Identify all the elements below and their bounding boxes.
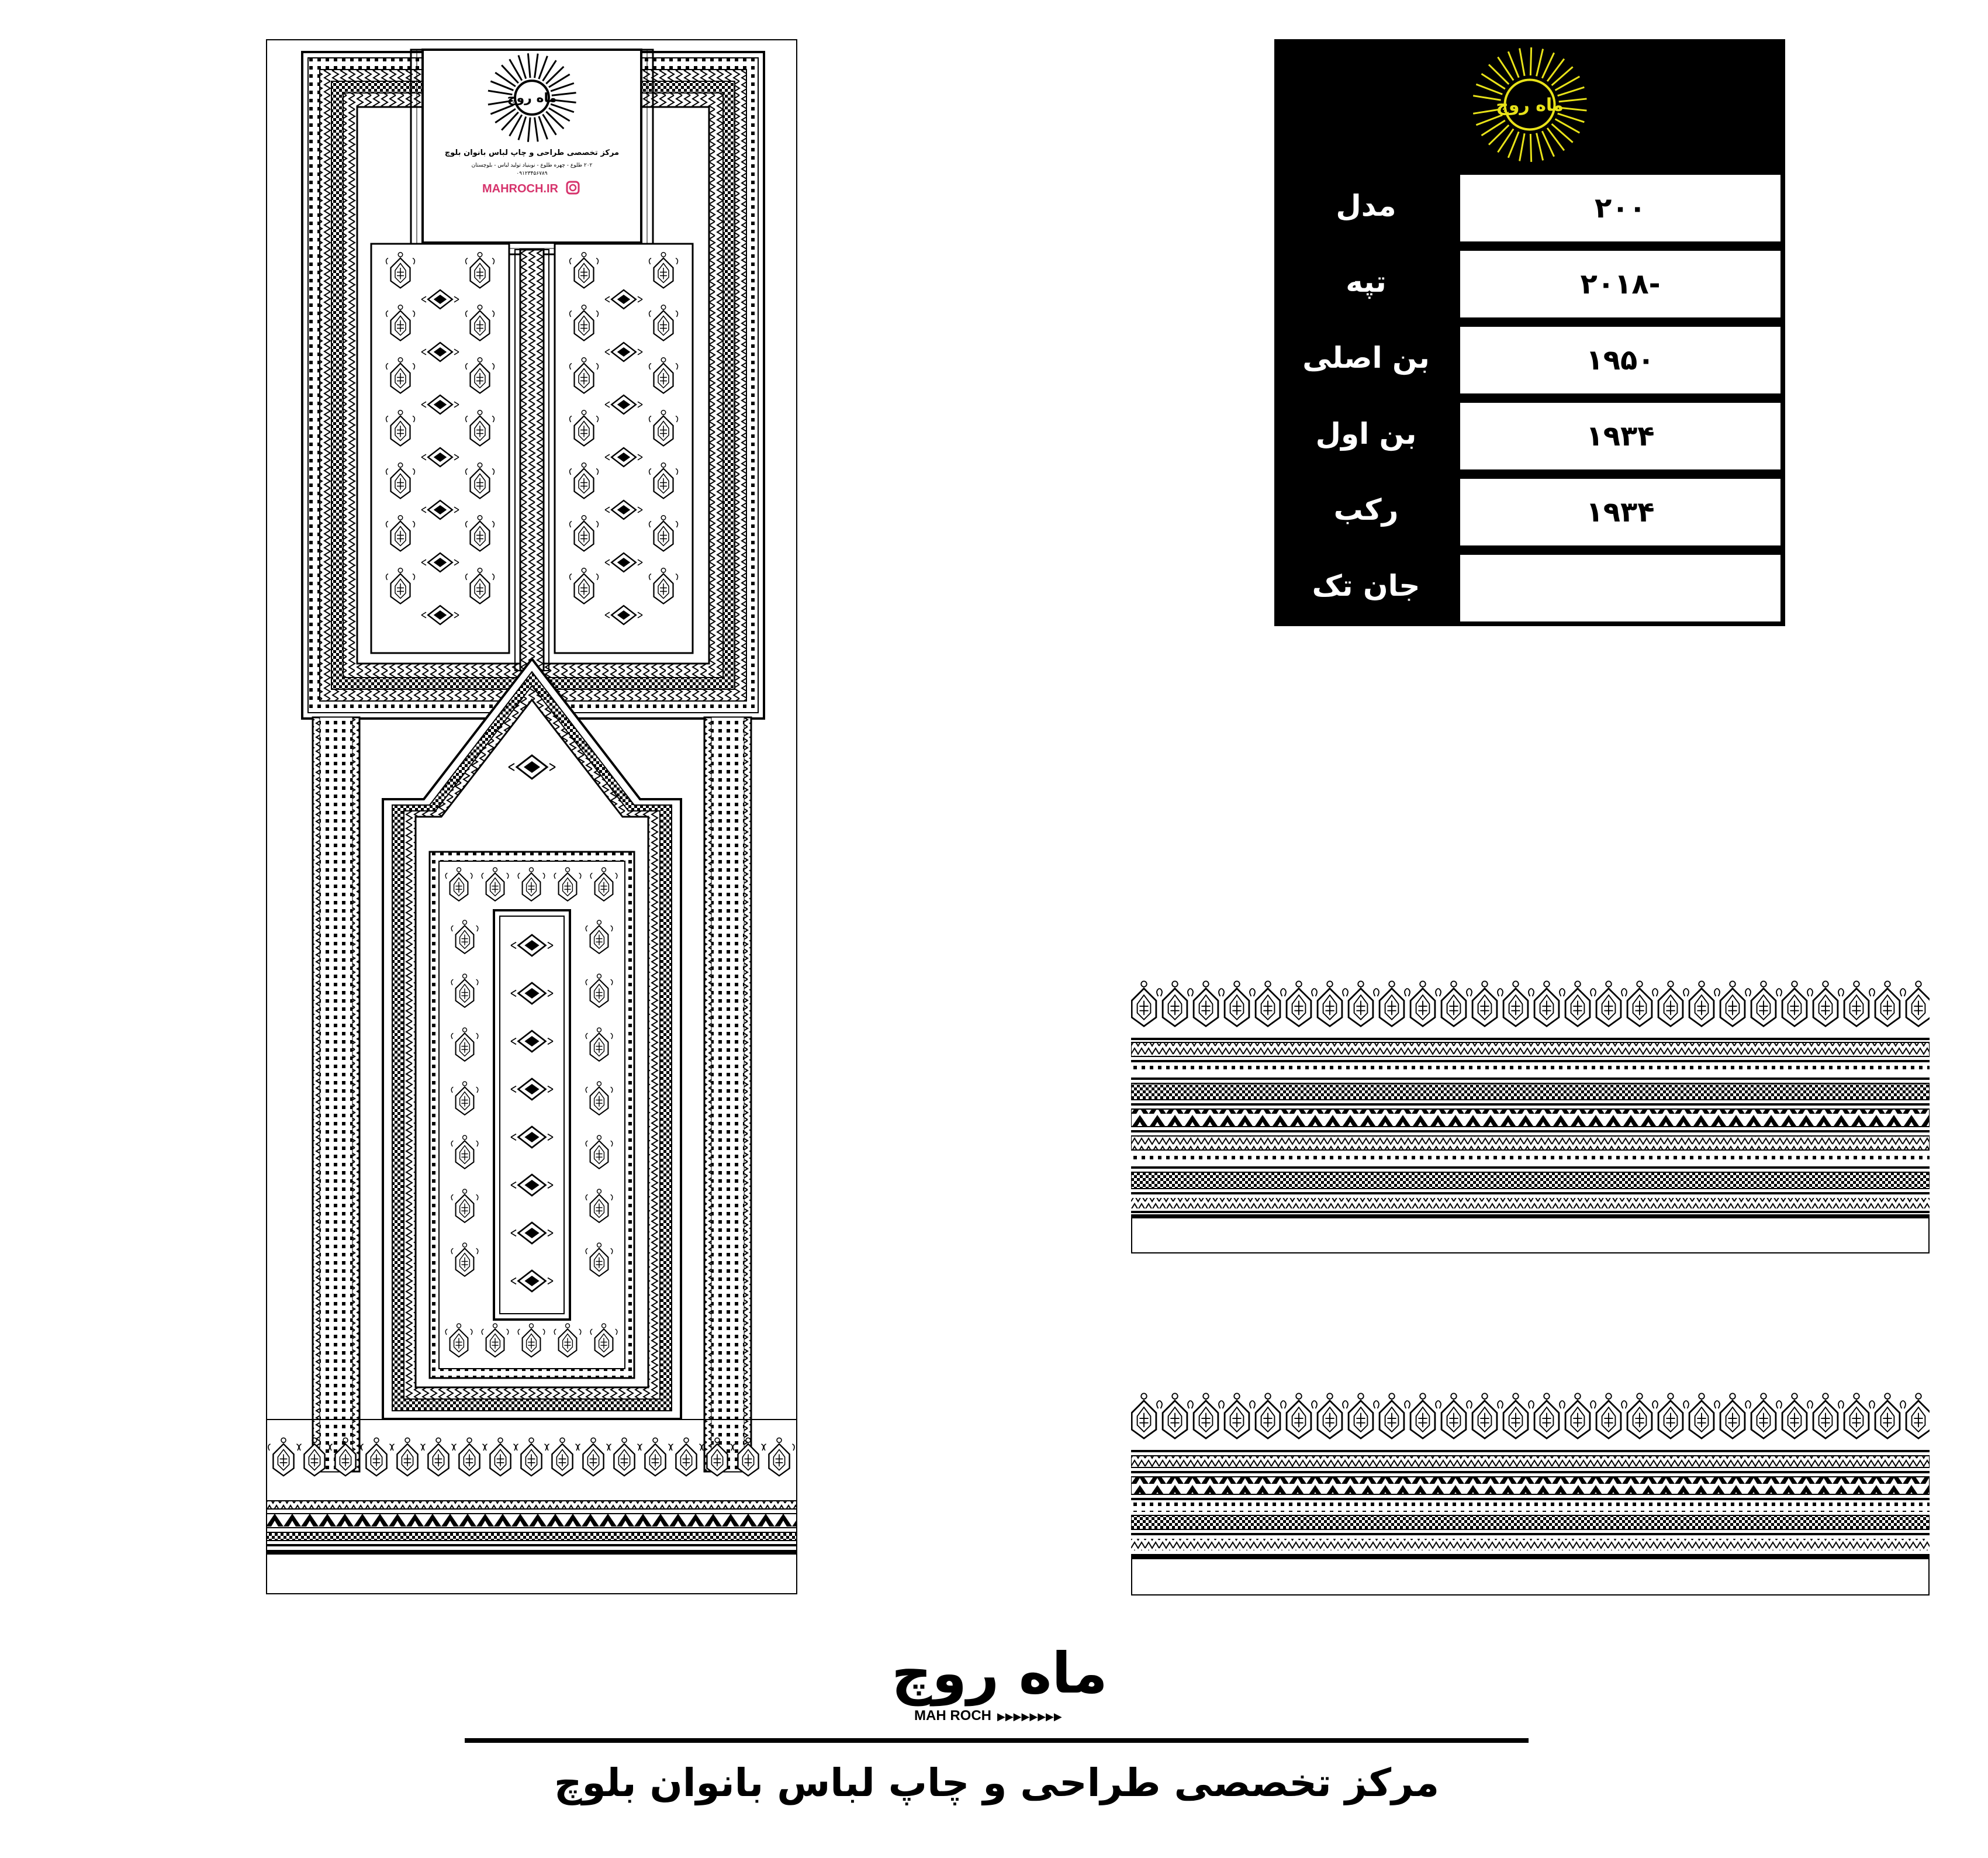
spec-value — [1460, 555, 1780, 621]
spec-table — [1274, 39, 1785, 626]
border-strip-narrow-drawing — [1131, 1386, 1930, 1596]
border-strip-wide — [1131, 973, 1930, 1254]
garment-pattern-panel — [266, 39, 797, 1594]
spec-value: ۱۹۵۰ — [1460, 327, 1780, 393]
spec-label: رکب — [1333, 493, 1399, 527]
spec-row — [1279, 550, 1780, 621]
spec-label: بن اصلی — [1302, 341, 1430, 375]
border-strip-wide-drawing — [1131, 973, 1930, 1254]
spec-value: ۱۹۳۴ — [1460, 403, 1780, 469]
spec-label: بن اول — [1315, 417, 1417, 451]
spec-row — [1279, 474, 1780, 545]
panel-caption: مرکز تخصصی طراحی و چاپ لباس بانوان بلوچ — [444, 148, 620, 157]
footer-logo — [877, 1631, 1122, 1731]
sun-logo-icon — [1274, 39, 1785, 170]
spec-row — [1279, 398, 1780, 469]
spec-row — [1279, 170, 1780, 241]
spec-logo-area — [1274, 39, 1785, 170]
spec-value: ۲۰۱۸- — [1460, 251, 1780, 317]
panel-phone: ۰۹۱۲۳۴۵۶۷۸۹ — [516, 171, 548, 177]
logo-wordmark: ماه روچ — [1496, 95, 1564, 116]
garment-pattern-drawing — [266, 39, 797, 1594]
footer-divider — [465, 1738, 1529, 1743]
spec-row — [1279, 246, 1780, 317]
spec-value: ۱۹۳۴ — [1460, 479, 1780, 545]
border-strip-narrow — [1131, 1386, 1930, 1596]
footer-logo-wordmark: ماه روچ — [891, 1641, 1108, 1706]
footer-logo-latin: MAH ROCH — [914, 1708, 991, 1724]
logo-wordmark: ماه روچ — [507, 91, 557, 106]
spec-label: مدل — [1336, 189, 1396, 223]
spec-row — [1279, 322, 1780, 393]
spec-label: جان تک — [1312, 569, 1420, 603]
panel-subcaption: ۲۰۲ طلوع - چهره طلوع - نوبنیاد تولید لباس - بلوچستان — [471, 163, 593, 168]
footer-tagline: مرکز تخصصی طراحی و چاپ لباس بانوان بلوچ — [554, 1760, 1440, 1805]
spec-label: تپه — [1346, 265, 1387, 299]
arrow-icon: ▶▶▶▶▶▶▶▶ — [997, 1711, 1062, 1723]
panel-website: MAHROCH.IR — [482, 182, 558, 195]
spec-value: ۲۰۰ — [1460, 175, 1780, 241]
